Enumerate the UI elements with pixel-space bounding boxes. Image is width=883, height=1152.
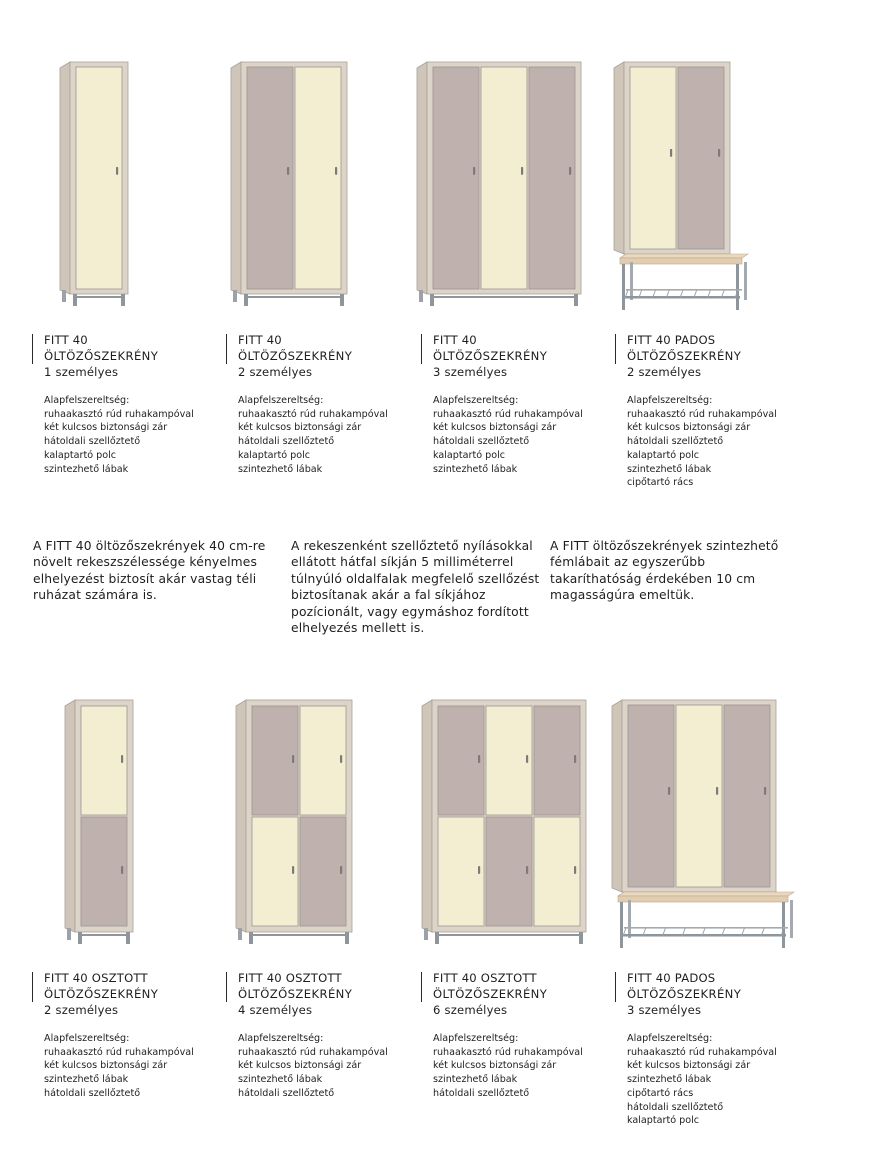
cabinet-leg	[430, 294, 434, 306]
door-lock-icon	[521, 167, 523, 175]
locker-drawing	[44, 696, 234, 946]
product-title: FITT 40 PADOS	[627, 971, 716, 985]
feature-item: hátoldali szellőztető	[627, 1101, 724, 1113]
product-subtitle: ÖLTÖZŐSZEKRÉNY	[44, 987, 159, 1001]
bench-seat	[620, 254, 748, 258]
locker-door	[630, 67, 676, 249]
bench-leg	[628, 900, 631, 938]
feature-item: ruhaakasztó rúd ruhakampóval	[238, 1046, 388, 1058]
feature-item: hátoldali szellőztető	[433, 1087, 530, 1099]
feature-item: két kulcsos biztonsági zár	[627, 422, 751, 434]
info-paragraph-ventilation: A rekeszenként szellőztető nyílásokkal ellátott hátfal síkján 5 milliméterrel túlnyúló oldalfalak megfelelő szellőzést biztosítanak akár a fal síkjához pozícionált, vagy egymáshoz fordított elhelyezés mellett is.	[291, 539, 540, 636]
feature-item: kalaptartó polc	[44, 449, 117, 461]
info-paragraph-legs: A FITT öltözőszekrények szintezhető fémlábait az egyszerűbb takaríthatóság érdekében 10 cm magasságúra emeltük.	[550, 539, 779, 603]
feature-item: cipőtartó rács	[627, 477, 694, 489]
locker-drawing	[433, 58, 623, 308]
features-list	[433, 408, 621, 477]
product-caption	[627, 332, 815, 490]
feature-item: kalaptartó polc	[433, 449, 506, 461]
door-lock-icon	[340, 866, 342, 874]
cabinet-leg	[78, 932, 82, 944]
feature-item: ruhaakasztó rúd ruhakampóval	[433, 1046, 583, 1058]
product-title: FITT 40 OSZTOTT	[238, 971, 342, 985]
door-lock-icon	[473, 167, 475, 175]
feature-item: szintezhető lábak	[627, 1074, 712, 1086]
cabinet-leg	[249, 932, 253, 944]
shoe-rack-rail	[626, 289, 742, 291]
features-title: Alapfelszereltség:	[44, 395, 130, 406]
bench-leg	[790, 900, 793, 938]
features-list	[44, 1046, 232, 1101]
locker-door	[486, 817, 532, 926]
product-title: FITT 40 OSZTOTT	[44, 971, 148, 985]
product-caption	[44, 970, 232, 1101]
product-persons: 1 személyes	[44, 365, 119, 379]
feature-item: kalaptartó polc	[627, 1115, 700, 1127]
features-list	[44, 408, 232, 477]
product-caption	[627, 970, 815, 1128]
feature-item: két kulcsos biztonsági zár	[433, 1060, 557, 1072]
product-subtitle: ÖLTÖZŐSZEKRÉNY	[433, 987, 548, 1001]
shoe-rack-rail	[624, 927, 788, 929]
door-lock-icon	[121, 755, 123, 763]
feature-item: hátoldali szellőztető	[44, 1087, 141, 1099]
product-subtitle: ÖLTÖZŐSZEKRÉNY	[238, 987, 353, 1001]
bench-leg	[620, 902, 623, 948]
locker-drawing	[238, 58, 428, 308]
feature-item: két kulcsos biztonsági zár	[44, 422, 168, 434]
product-subtitle: ÖLTÖZŐSZEKRÉNY	[44, 349, 159, 363]
feature-item: szintezhető lábak	[44, 463, 129, 475]
locker-door	[76, 67, 122, 289]
bench-leg	[622, 264, 625, 310]
cabinet-leg	[244, 294, 248, 306]
locker-image	[433, 696, 623, 946]
door-lock-icon	[292, 866, 294, 874]
locker-image	[627, 58, 817, 308]
features-list	[627, 1046, 815, 1129]
locker-door	[81, 817, 127, 926]
product-persons: 2 személyes	[627, 365, 702, 379]
door-lock-icon	[116, 167, 118, 175]
locker-door	[724, 705, 770, 887]
product-title: FITT 40 OSZTOTT	[433, 971, 537, 985]
door-lock-icon	[292, 755, 294, 763]
door-lock-icon	[287, 167, 289, 175]
product-subtitle: ÖLTÖZŐSZEKRÉNY	[433, 349, 548, 363]
caption-bar	[226, 972, 227, 1002]
product-caption	[433, 970, 621, 1101]
feature-item: szintezhető lábak	[238, 1074, 323, 1086]
cabinet-leg	[574, 294, 578, 306]
feature-item: kalaptartó polc	[627, 449, 700, 461]
locker-door	[247, 67, 293, 289]
locker-door	[81, 706, 127, 815]
features-title: Alapfelszereltség:	[238, 1033, 324, 1044]
locker-door	[481, 67, 527, 289]
product-subtitle: ÖLTÖZŐSZEKRÉNY	[238, 349, 353, 363]
feature-item: ruhaakasztó rúd ruhakampóval	[238, 408, 388, 420]
features-title: Alapfelszereltség:	[238, 395, 324, 406]
caption-bar	[32, 334, 33, 364]
features-list	[433, 1046, 621, 1101]
cabinet-leg	[67, 928, 71, 940]
cabinet-leg	[62, 290, 66, 302]
product-persons: 3 személyes	[627, 1003, 702, 1017]
door-lock-icon	[340, 755, 342, 763]
bench-seat	[618, 892, 794, 896]
feature-item: ruhaakasztó rúd ruhakampóval	[627, 1046, 777, 1058]
features-title: Alapfelszereltség:	[44, 1033, 130, 1044]
locker-door	[529, 67, 575, 289]
cabinet-side	[614, 62, 624, 254]
feature-item: ruhaakasztó rúd ruhakampóval	[44, 1046, 194, 1058]
door-lock-icon	[764, 787, 766, 795]
feature-item: szintezhető lábak	[627, 463, 712, 475]
locker-drawing	[433, 696, 623, 946]
door-lock-icon	[478, 866, 480, 874]
door-lock-icon	[121, 866, 123, 874]
product-persons: 3 személyes	[433, 365, 508, 379]
cabinet-leg	[424, 928, 428, 940]
product-caption	[238, 970, 426, 1101]
door-lock-icon	[574, 755, 576, 763]
bench-seat-edge	[618, 896, 788, 902]
caption-bar	[615, 972, 616, 1002]
features-title: Alapfelszereltség:	[433, 1033, 519, 1044]
caption-bar	[421, 972, 422, 1002]
cabinet-side	[236, 700, 246, 932]
cabinet-leg	[345, 932, 349, 944]
door-lock-icon	[569, 167, 571, 175]
feature-item: ruhaakasztó rúd ruhakampóval	[433, 408, 583, 420]
leg-rail	[244, 296, 344, 298]
cabinet-leg	[73, 294, 77, 306]
cabinet-leg	[238, 928, 242, 940]
features-title: Alapfelszereltség:	[433, 395, 519, 406]
cabinet-leg	[419, 290, 423, 302]
feature-item: ruhaakasztó rúd ruhakampóval	[44, 408, 194, 420]
feature-item: szintezhető lábak	[433, 1074, 518, 1086]
locker-image	[627, 696, 817, 946]
cabinet-side	[65, 700, 75, 932]
locker-image	[44, 696, 234, 946]
locker-door	[628, 705, 674, 887]
features-list	[238, 1046, 426, 1101]
cabinet-leg	[233, 290, 237, 302]
feature-item: cipőtartó rács	[627, 1087, 694, 1099]
door-lock-icon	[716, 787, 718, 795]
product-subtitle: ÖLTÖZŐSZEKRÉNY	[627, 987, 742, 1001]
feature-item: hátoldali szellőztető	[433, 436, 530, 448]
feature-item: szintezhető lábak	[44, 1074, 129, 1086]
caption-bar	[421, 334, 422, 364]
product-title: FITT 40	[238, 333, 282, 347]
door-lock-icon	[526, 866, 528, 874]
locker-door	[438, 706, 484, 815]
caption-bar	[226, 334, 227, 364]
product-persons: 2 személyes	[238, 365, 313, 379]
feature-item: hátoldali szellőztető	[44, 436, 141, 448]
feature-item: ruhaakasztó rúd ruhakampóval	[627, 408, 777, 420]
cabinet-side	[60, 62, 70, 294]
door-lock-icon	[526, 755, 528, 763]
feature-item: szintezhető lábak	[433, 463, 518, 475]
locker-drawing	[627, 58, 817, 308]
bench-leg	[630, 262, 633, 300]
info-paragraph-width: A FITT 40 öltözőszekrények 40 cm-re növelt rekeszszélessége kényelmes elhelyezést biztosít akár vastag téli ruházat számára is.	[33, 539, 266, 603]
door-lock-icon	[335, 167, 337, 175]
leg-rail	[78, 934, 130, 936]
locker-drawing	[627, 696, 817, 946]
bench-leg	[736, 264, 739, 310]
cabinet-side	[612, 700, 622, 892]
locker-door	[300, 706, 346, 815]
product-caption	[238, 332, 426, 476]
locker-image	[238, 58, 428, 308]
door-lock-icon	[478, 755, 480, 763]
leg-rail	[73, 296, 125, 298]
feature-item: két kulcsos biztonsági zár	[627, 1060, 751, 1072]
cabinet-leg	[121, 294, 125, 306]
feature-item: két kulcsos biztonsági zár	[433, 422, 557, 434]
cabinet-leg	[126, 932, 130, 944]
cabinet-side	[231, 62, 241, 294]
feature-item: két kulcsos biztonsági zár	[44, 1060, 168, 1072]
product-caption	[433, 332, 621, 476]
feature-item: hátoldali szellőztető	[238, 1087, 335, 1099]
caption-bar	[615, 334, 616, 364]
locker-drawing	[44, 58, 234, 308]
locker-door	[438, 817, 484, 926]
leg-rail	[435, 934, 583, 936]
locker-door	[252, 706, 298, 815]
cabinet-leg	[340, 294, 344, 306]
locker-drawing	[238, 696, 428, 946]
door-lock-icon	[718, 149, 720, 157]
feature-item: két kulcsos biztonsági zár	[238, 422, 362, 434]
product-persons: 4 személyes	[238, 1003, 313, 1017]
features-title: Alapfelszereltség:	[627, 1033, 713, 1044]
product-title: FITT 40 PADOS	[627, 333, 716, 347]
cabinet-leg	[579, 932, 583, 944]
feature-item: kalaptartó polc	[238, 449, 311, 461]
locker-image	[44, 58, 234, 308]
locker-door	[676, 705, 722, 887]
locker-image	[238, 696, 428, 946]
features-list	[238, 408, 426, 477]
cabinet-side	[417, 62, 427, 294]
cabinet-side	[422, 700, 432, 932]
features-list	[627, 408, 815, 491]
leg-rail	[430, 296, 578, 298]
bench-leg	[782, 902, 785, 948]
locker-door	[534, 706, 580, 815]
locker-door	[300, 817, 346, 926]
product-title: FITT 40	[433, 333, 477, 347]
feature-item: két kulcsos biztonsági zár	[238, 1060, 362, 1072]
product-title: FITT 40	[44, 333, 88, 347]
door-lock-icon	[668, 787, 670, 795]
bench-leg	[744, 262, 747, 300]
feature-item: hátoldali szellőztető	[238, 436, 335, 448]
locker-door	[534, 817, 580, 926]
features-title: Alapfelszereltség:	[627, 395, 713, 406]
locker-door	[295, 67, 341, 289]
feature-item: hátoldali szellőztető	[627, 436, 724, 448]
door-lock-icon	[670, 149, 672, 157]
leg-rail	[249, 934, 349, 936]
product-persons: 6 személyes	[433, 1003, 508, 1017]
product-caption	[44, 332, 232, 476]
locker-door	[486, 706, 532, 815]
door-lock-icon	[574, 866, 576, 874]
feature-item: szintezhető lábak	[238, 463, 323, 475]
locker-door	[252, 817, 298, 926]
locker-image	[433, 58, 623, 308]
caption-bar	[32, 972, 33, 1002]
locker-door	[678, 67, 724, 249]
bench-seat-edge	[620, 258, 742, 264]
product-subtitle: ÖLTÖZŐSZEKRÉNY	[627, 349, 742, 363]
locker-door	[433, 67, 479, 289]
product-persons: 2 személyes	[44, 1003, 119, 1017]
cabinet-leg	[435, 932, 439, 944]
